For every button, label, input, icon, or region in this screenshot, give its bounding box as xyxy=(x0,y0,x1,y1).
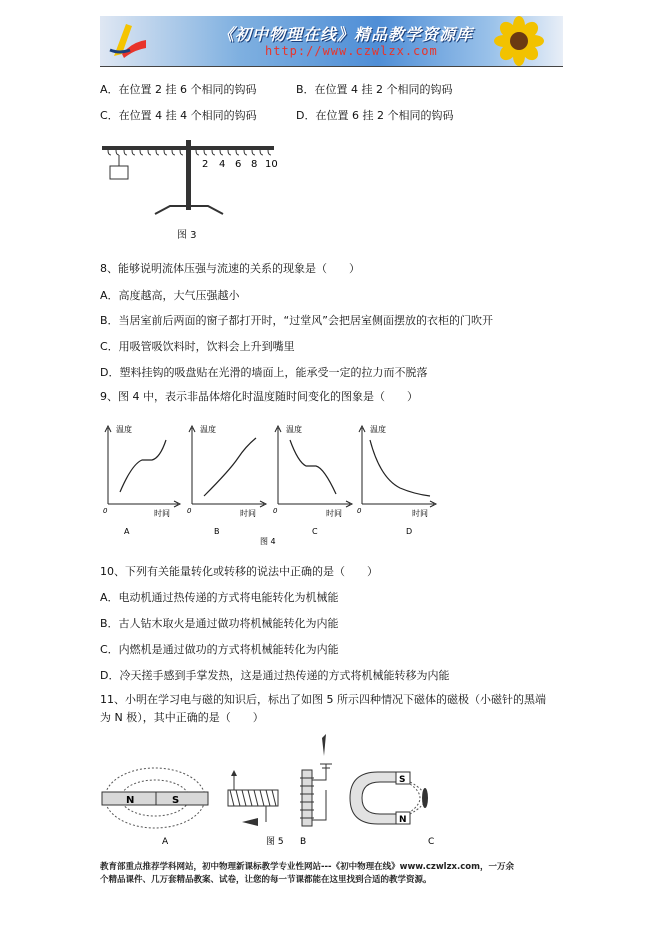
figure-5-c-label: C xyxy=(428,837,435,847)
tick-8: 8 xyxy=(251,159,258,170)
figure-5-b-electromagnet xyxy=(300,734,332,847)
graph-d-xlabel: 时间 xyxy=(412,509,428,518)
q7-option-d: D．在位置 6 挂 2 个相同的钩码 xyxy=(296,109,454,122)
q8-stem: 8、能够说明流体压强与流速的关系的现象是（ ） xyxy=(100,262,360,275)
figure-4-graphs xyxy=(100,418,440,548)
site-url[interactable]: http://www.czwlzx.com xyxy=(265,44,438,58)
graph-a-ylabel: 温度 xyxy=(116,425,132,434)
graph-c-curve xyxy=(290,440,336,494)
figure-5-a-label: A xyxy=(162,837,169,847)
graph-b-label: B xyxy=(214,527,220,536)
graph-b-ylabel: 温度 xyxy=(200,425,216,434)
figure-5-magnets xyxy=(100,734,445,850)
tick-4: 4 xyxy=(219,159,226,170)
q10-option-d: D．冷天搓手感到手掌发热，这是通过热传递的方式将机械能转移为内能 xyxy=(100,669,450,682)
compass-icon xyxy=(422,788,428,808)
graph-a-origin: 0 xyxy=(103,507,108,515)
solenoid-arrow-icon xyxy=(242,818,258,826)
figure-4-caption: 图 4 xyxy=(260,537,276,546)
figure-3-caption: 图 3 xyxy=(177,230,197,241)
figure-5-b-label: B xyxy=(300,837,307,847)
magnet-c-s-label: S xyxy=(399,775,406,785)
magnet-a-n-label: N xyxy=(126,795,135,806)
site-logo-icon xyxy=(106,20,150,60)
graph-a-xlabel: 时间 xyxy=(154,509,170,518)
footer-line-1: 教育部重点推荐学科网站，初中物理新课标教学专业性网站---《初中物理在线》www.czwlzx.com，一万余 xyxy=(100,862,514,872)
q10-option-b: B．古人钻木取火是通过做功将机械能转化为内能 xyxy=(100,617,339,630)
graph-d-label: D xyxy=(406,527,413,536)
figure-5-caption: 图 5 xyxy=(266,837,284,847)
q7-option-b: B．在位置 4 挂 2 个相同的钩码 xyxy=(296,83,453,96)
q8-option-b: B．当居室前后两面的窗子都打开时，“过堂风”会把居室侧面摆放的衣柜的门吹开 xyxy=(100,314,493,327)
graph-c-xlabel: 时间 xyxy=(326,509,342,518)
graph-d-curve xyxy=(370,440,430,496)
magnet-c-n-label: N xyxy=(399,815,407,825)
graph-a-label: A xyxy=(124,527,130,536)
header-banner xyxy=(100,16,563,67)
q8-option-c: C．用吸管吸饮料时，饮料会上升到嘴里 xyxy=(100,340,295,353)
q10-stem: 10、下列有关能量转化或转移的说法中正确的是（ ） xyxy=(100,565,378,578)
graph-c-origin: 0 xyxy=(273,507,278,515)
figure-5-solenoid xyxy=(228,770,278,826)
lever-pillar xyxy=(186,140,191,210)
figure-5-a-bar-magnet xyxy=(102,768,208,847)
figure-5-c-horseshoe-magnet xyxy=(350,772,434,847)
q8-option-a: A．高度越高，大气压强越小 xyxy=(100,289,240,302)
figure-3-lever xyxy=(100,140,285,220)
q7-option-c: C．在位置 4 挂 4 个相同的钩码 xyxy=(100,109,257,122)
magnet-a-s-label: S xyxy=(172,795,180,806)
q7-option-a: A．在位置 2 挂 6 个相同的钩码 xyxy=(100,83,257,96)
graph-b-origin: 0 xyxy=(187,507,192,515)
tick-6: 6 xyxy=(235,159,242,170)
graph-a-curve xyxy=(120,440,166,492)
graph-c-label: C xyxy=(312,527,318,536)
q10-option-c: C．内燃机是通过做功的方式将机械能转化为内能 xyxy=(100,643,339,656)
tick-2: 2 xyxy=(202,159,209,170)
tick-10: 10 xyxy=(265,159,278,170)
q11-stem-line1: 11、小明在学习电与磁的知识后，标出了如图 5 所示四种情况下磁体的磁极（小磁针的黑端 xyxy=(100,693,546,706)
footer xyxy=(100,861,562,887)
graph-b-curve xyxy=(204,438,256,496)
q9-stem: 9、图 4 中，表示非晶体熔化时温度随时间变化的图象是（ ） xyxy=(100,390,418,403)
graph-c-ylabel: 温度 xyxy=(286,425,302,434)
compass-needle-icon xyxy=(322,734,326,756)
graph-d xyxy=(357,424,436,536)
graph-d-origin: 0 xyxy=(357,507,362,515)
q8-option-d: D．塑料挂钩的吸盘贴在光滑的墙面上，能承受一定的拉力而不脱落 xyxy=(100,366,428,379)
graph-a xyxy=(103,424,180,536)
sunflower-icon xyxy=(479,16,559,66)
site-title: 《初中物理在线》精品教学资源库 xyxy=(218,25,474,44)
hanging-weight xyxy=(110,166,128,179)
q10-option-a: A．电动机通过热传递的方式将电能转化为机械能 xyxy=(100,591,339,604)
footer-line-2: 个精品课件、几万套精品教案、试卷，让您的每一节课都能在这里找到合适的教学资源。 xyxy=(100,875,432,885)
graph-d-ylabel: 温度 xyxy=(370,425,386,434)
graph-c xyxy=(273,424,352,536)
graph-b-xlabel: 时间 xyxy=(240,509,256,518)
q11-stem-line2: 为 N 极），其中正确的是（ ） xyxy=(100,711,264,724)
graph-b xyxy=(187,424,266,536)
header-divider xyxy=(100,66,563,67)
